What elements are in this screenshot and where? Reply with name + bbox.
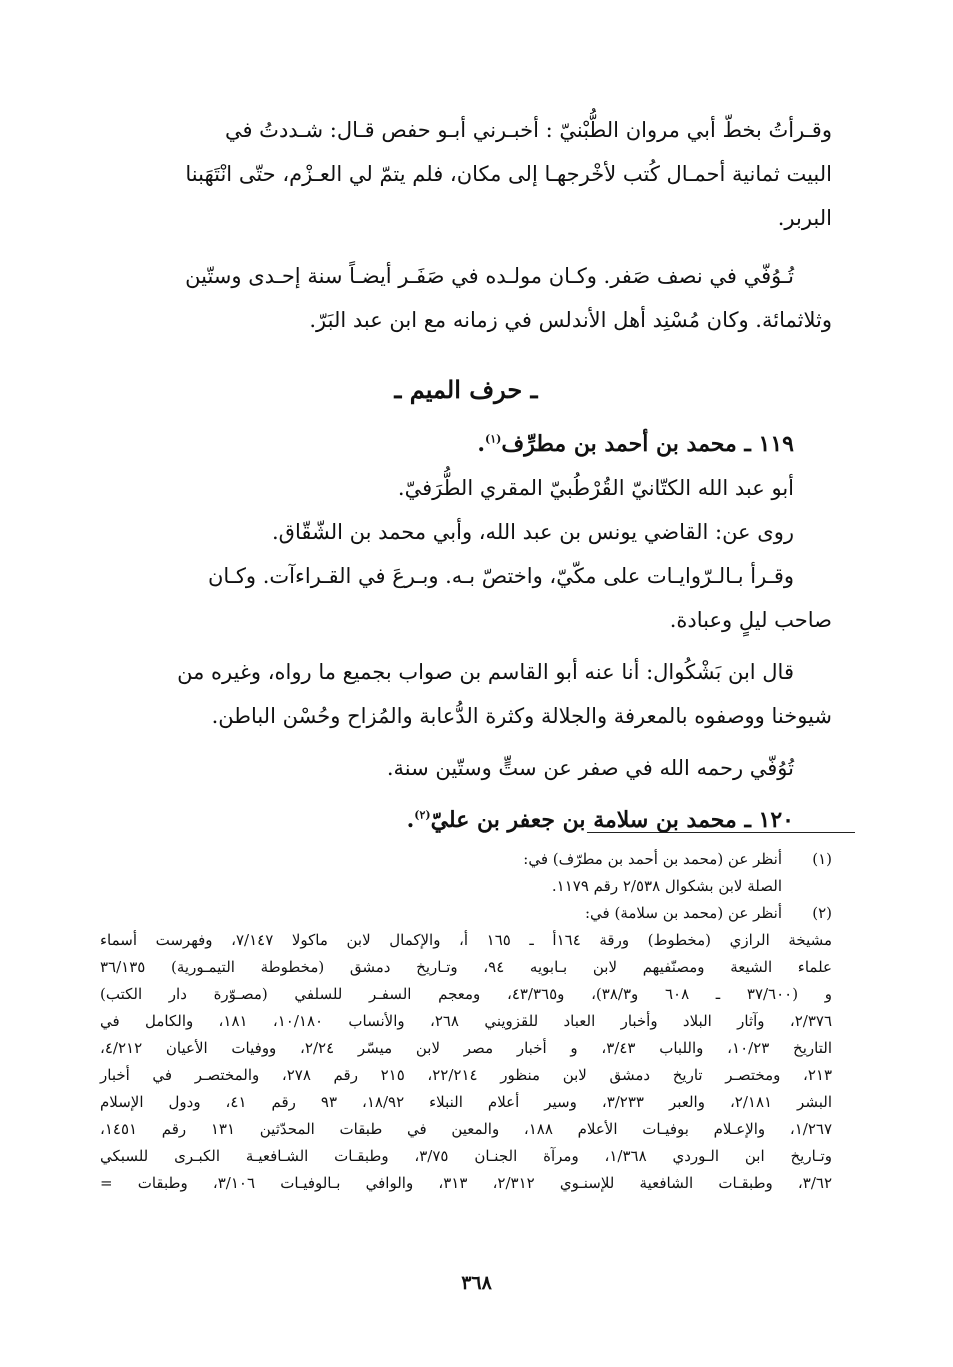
footnote-line: ٣/٦٢، وطبقـات الشافعية للإسنـوي ٢/٣١٢، ٣١٣، والوافي بـالوفيـات ٣/١٠٦، وطبقات =	[100, 1174, 833, 1192]
footnote-line: أنظر عن (محمد بن سلامة) في:	[584, 904, 782, 922]
footnote-line: ٢١٣، ومختصـر تاريخ دمشق لابن منظور ٢٢/٢١٤، ٢١٥ رقم ٢٧٨، والمختصـر في أخبار	[100, 1066, 833, 1084]
text-line: وقـرأتُ بخطّ أبي مروان الطُّبْنيّ : أخبـرني أبـو حفص قـال: شـددتُ في	[224, 118, 832, 142]
footnote-line: ٢/٣٧٦، وآثار البلاد وأخبار العباد للقزويني ٢٦٨، والأنساب ١٠/١٨٠، ١٨١، والكامل في	[100, 1012, 832, 1030]
text-line: وثلاثمائة. وكان مُسْنِد أهل الأندلس في زمانه مع ابن عبد البَرّ.	[309, 308, 832, 332]
footnote-line: مشيخة الرازي (مخطوط) ورقة ١٦٤أ ـ ١٦٥ أ، والإكمال لابن ماكولا ٧/١٤٧، وفهرست أسماء	[100, 931, 833, 949]
footnote	[100, 846, 832, 900]
footnote-line: أنظر عن (محمد بن أحمد بن مطرّف) في:	[523, 850, 782, 868]
text-line: صاحب ليلٍ وعبادة.	[669, 608, 832, 632]
text-line: قال ابن بَشْكُوال: أنا عنه أبو القاسم بن صواب بجميع ما رواه، وغيره من	[177, 660, 794, 684]
page-number: ٣٦٨	[461, 1272, 492, 1294]
footnote-number: (١)	[812, 850, 832, 868]
entry-title: ١١٩ ـ محمد بن أحمد بن مطرِّف	[501, 431, 794, 457]
text-line: البيت ثمانية أحمـال كُتب لأخْرجهـا إلى مكان، فلم يتمّ لي العـزْم، حتّى انْتَهَبنا	[185, 162, 832, 186]
footnote-line: علماء الشيعة ومصنّفيهم لابن بـابويه ٩٤، وتـاريخ دمشق (مخطوطة التيمـورية) ٣٦/١٣٥	[100, 958, 832, 976]
text-line: روى عن: القاضي يونس بن عبد الله، وأبي محمد بن الشّقّاق.	[272, 520, 794, 544]
text-line: تُوُفّي رحمه الله في صفر عن ستٍّ وستّين سنة.	[386, 756, 794, 780]
footnote-ref: (١)	[485, 432, 502, 446]
footnote-body	[100, 846, 782, 900]
section-heading: ـ حرف الميم ـ	[394, 375, 538, 404]
footnote-line: و (٣٧/٦٠٠ ـ ٦٠٨ و٣٨/٣)، و٤٣/٣٦٥، ومعجم السفـر للسلفي (مصـوّرة دار الكتب)	[100, 985, 833, 1003]
footnote-number: (٢)	[812, 904, 832, 922]
entry-title: ١٢٠ ـ محمد بن سلامة بن جعفر بن عليّ	[430, 807, 794, 833]
footnote-line: وتـاريخ ابن الـوردي ١/٣٦٨، ومرآة الجنـان ٣/٧٥، وطبقـات الشـافعيـة الكبـرى للسبكي	[100, 1147, 832, 1165]
entry-end: .	[406, 807, 415, 833]
body-paragraph	[100, 554, 832, 642]
footnote-ref: (٢)	[414, 808, 431, 822]
text-line: أبو عبد الله الكتّانيّ القُرْطُبيّ المقري الطُّرَفيّ.	[397, 476, 794, 500]
entry-heading	[100, 798, 832, 842]
footnote-separator	[587, 832, 855, 833]
body-paragraph	[100, 254, 832, 298]
footnote	[100, 900, 832, 927]
footnote-line: البشر ٢/١٨١، والعبر ٣/٢٣٣، وسير أعلام النبلاء ١٨/٩٢، ٩٣ رقم ٤١، ودول الإسلام	[100, 1093, 832, 1111]
main-text	[100, 108, 832, 842]
text-line: البربر.	[777, 206, 832, 230]
footnote-line: التاريخ ١٠/٢٣، واللباب ٣/٤٣، و أخبار مصر لابن ميسّر ٢/٢٤، ووفيات الأعيان ٤/٢١٢،	[100, 1039, 832, 1057]
entry-end: .	[477, 431, 486, 457]
text-line: تُـوُفّي في نصف صَفر. وكـان مولـده في صَفَـر أيضـاً سنة إحـدى وستّين	[185, 264, 794, 288]
body-paragraph	[100, 298, 832, 342]
entry-heading	[100, 422, 832, 466]
text-line: وقـرأ بـالـرّوايـات على مكّيّ، واختصّ بـه. وبـرعَ في القـراءآت. وكـان	[207, 564, 794, 588]
footnote-line: الصلة لابن بشكوال ٢/٥٣٨ رقم ١١٧٩.	[551, 877, 782, 895]
text-line: شيوخنا ووصفوه بالمعرفة والجلالة وكثرة الدُّعابة والمُزاح وحُسْن الباطن.	[211, 704, 832, 728]
footnotes	[100, 846, 832, 1197]
body-paragraph	[100, 650, 832, 738]
body-paragraph	[100, 108, 832, 240]
footnote-line: ١/٢٦٧، والإعـلام بوفيـات الأعلام ١٨٨، والمعين في طبقات المحدّثين ١٣١ رقم ١٤٥١،	[100, 1120, 832, 1138]
